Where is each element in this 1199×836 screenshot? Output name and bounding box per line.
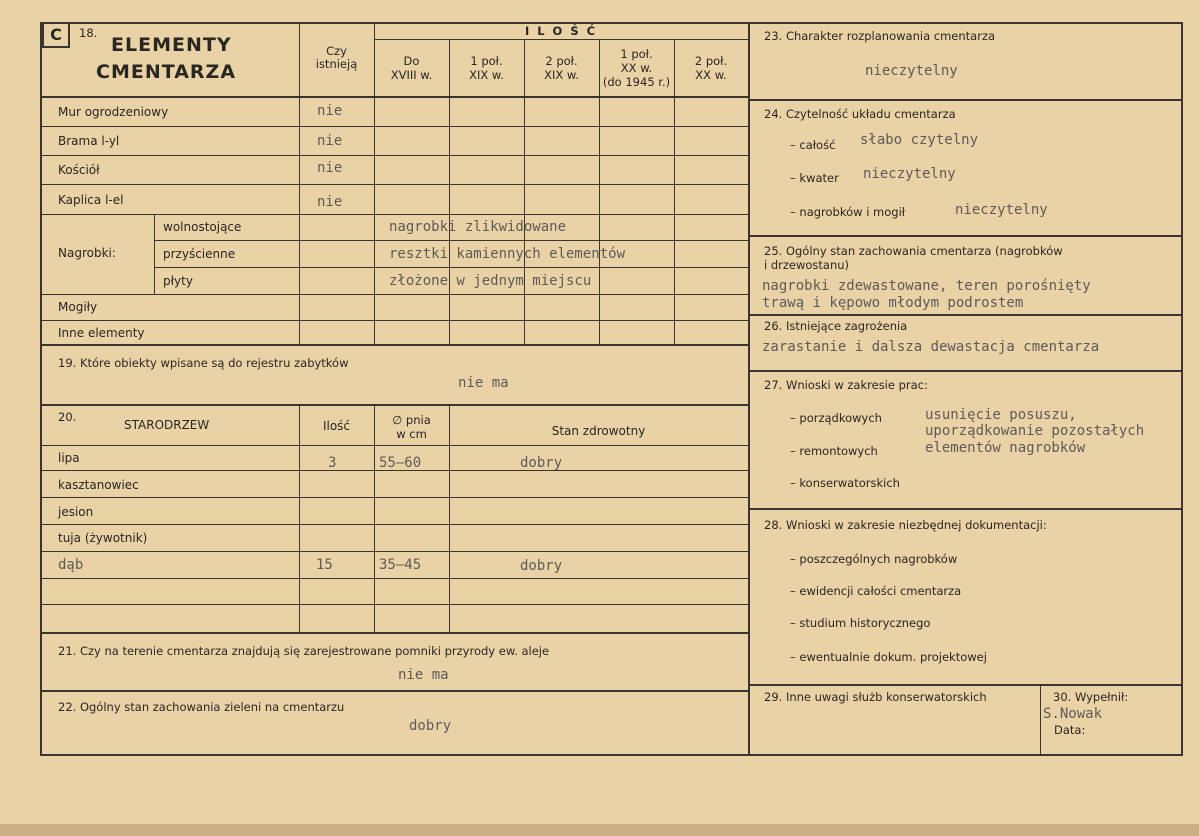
s24-question: 24. Czytelność układu cmentarza xyxy=(764,107,956,121)
row-value-wall: nie xyxy=(317,103,343,119)
s24-value-whole: słabo czytelny xyxy=(860,132,979,148)
tree-name-lipa: lipa xyxy=(58,451,80,465)
s27-answer-line3: elementów nagrobków xyxy=(925,440,1086,456)
nagrobki-note-1: nagrobki zlikwidowane xyxy=(389,219,567,235)
s26-answer: zarastanie i dalsza dewastacja cmentarza xyxy=(762,339,1100,355)
row-label-wall: Mur ogrodzeniowy xyxy=(58,105,169,119)
s23-answer: nieczytelny xyxy=(865,63,958,79)
s27-item-repair: – remontowych xyxy=(790,444,878,458)
s28-item-history: – studium historycznego xyxy=(790,616,931,630)
s25-answer-line2: trawą i kępowo młodym podrostem xyxy=(762,295,1024,311)
s24-item-whole: – całość xyxy=(790,138,836,152)
s28-item-project: – ewentualnie dokum. projektowej xyxy=(790,650,987,664)
s27-answer-line1: usunięcie posuszu, xyxy=(925,407,1077,423)
row-label-chapel: Kaplica l-el xyxy=(58,193,124,207)
s20-number: 20. xyxy=(58,410,77,424)
col-xix2-header: 2 poł. XIX w. xyxy=(544,54,579,82)
ilosc-header: I L O Ś Ć xyxy=(524,24,598,38)
row-value-chapel: nie xyxy=(317,194,343,210)
tree-name-kasztanowiec: kasztanowiec xyxy=(58,478,139,492)
tree-name-dab: dąb xyxy=(58,557,84,573)
tree-health-dab: dobry xyxy=(520,558,563,574)
tree-count-dab: 15 xyxy=(316,557,333,573)
s24-item-quarters: – kwater xyxy=(790,171,839,185)
s29-question: 29. Inne uwagi służb konserwatorskich xyxy=(764,690,987,704)
s20-col-health: Stan zdrowotny xyxy=(551,424,646,438)
row-value-gate: nie xyxy=(317,133,343,149)
col-xix1-header: 1 poł. XIX w. xyxy=(469,54,504,82)
s20-col-diam: ∅ pnia w cm xyxy=(392,413,431,441)
s21-answer: nie ma xyxy=(398,667,449,683)
s23-question: 23. Charakter rozplanowania cmentarza xyxy=(764,29,996,43)
s20-title: STARODRZEW xyxy=(124,418,210,432)
nagrobki-type-freestanding: wolnostojące xyxy=(163,220,242,234)
nagrobki-note-3: złożone w jednym miejscu xyxy=(389,273,592,289)
s22-question: 22. Ogólny stan zachowania zieleni na cmentarzu xyxy=(58,700,345,714)
s26-question: 26. Istniejące zagrożenia xyxy=(764,319,908,333)
s30-label: 30. Wypełnił: xyxy=(1053,690,1129,704)
s25-question-line1: 25. Ogólny stan zachowania cmentarza (nagrobków xyxy=(764,244,1063,258)
section-letter-box: C xyxy=(42,22,70,48)
row-label-gate: Brama l-yl xyxy=(58,134,120,148)
nagrobki-type-wall: przyścienne xyxy=(163,247,236,261)
s24-item-graves: – nagrobków i mogił xyxy=(790,205,906,219)
tree-diam-lipa: 55–60 xyxy=(379,455,422,471)
nagrobki-label: Nagrobki: xyxy=(58,246,116,260)
row-value-church: nie xyxy=(317,160,343,176)
s28-item-graves: – poszczególnych nagrobków xyxy=(790,552,958,566)
tree-name-tuja: tuja (żywotnik) xyxy=(58,531,148,545)
s18-title-line2: CMENTARZA xyxy=(96,61,237,83)
s19-answer: nie ma xyxy=(458,375,509,391)
s18-title-line1: ELEMENTY xyxy=(111,34,232,56)
s25-answer-line1: nagrobki zdewastowane, teren porośnięty xyxy=(762,278,1091,294)
nagrobki-type-slabs: płyty xyxy=(163,274,193,288)
col-xx1-header: 1 poł. XX w. (do 1945 r.) xyxy=(602,47,671,89)
s20-col-count: Ilość xyxy=(322,419,351,433)
s27-item-conservation: – konserwatorskich xyxy=(790,476,900,490)
row-label-church: Kościół xyxy=(58,163,100,177)
s24-value-quarters: nieczytelny xyxy=(863,166,956,182)
col-xx2-header: 2 poł. XX w. xyxy=(694,54,728,82)
tree-diam-dab: 35–45 xyxy=(379,557,422,573)
tree-name-jesion: jesion xyxy=(58,505,94,519)
tree-health-lipa: dobry xyxy=(520,455,563,471)
col-xviii-header: Do XVIII w. xyxy=(390,54,433,82)
nagrobki-note-2: resztki kamiennych elementów xyxy=(389,246,626,262)
row-label-other: Inne elementy xyxy=(58,326,145,340)
s28-question: 28. Wnioski w zakresie niezbędnej dokumentacji: xyxy=(764,518,1047,532)
s21-question: 21. Czy na terenie cmentarza znajdują się zarejestrowane pomniki przyrody ew. aleje xyxy=(58,644,550,658)
s25-question-line2: i drzewostanu) xyxy=(764,258,850,272)
s24-value-graves: nieczytelny xyxy=(955,202,1048,218)
s27-item-cleanup: – porządkowych xyxy=(790,411,882,425)
s19-question: 19. Które obiekty wpisane są do rejestru zabytków xyxy=(58,356,349,370)
s18-number: 18. xyxy=(79,26,98,40)
s27-question: 27. Wnioski w zakresie prac: xyxy=(764,378,928,392)
tree-count-lipa: 3 xyxy=(328,455,337,471)
row-label-graves: Mogiły xyxy=(58,300,98,314)
s28-item-records: – ewidencji całości cmentarza xyxy=(790,584,962,598)
s22-answer: dobry xyxy=(409,718,452,734)
s27-answer-line2: uporządkowanie pozostałych xyxy=(925,423,1145,439)
s30-name: S.Nowak xyxy=(1043,706,1103,722)
col-exists-header: Czy istnieją xyxy=(315,44,358,71)
s30-date-label: Data: xyxy=(1054,723,1086,737)
